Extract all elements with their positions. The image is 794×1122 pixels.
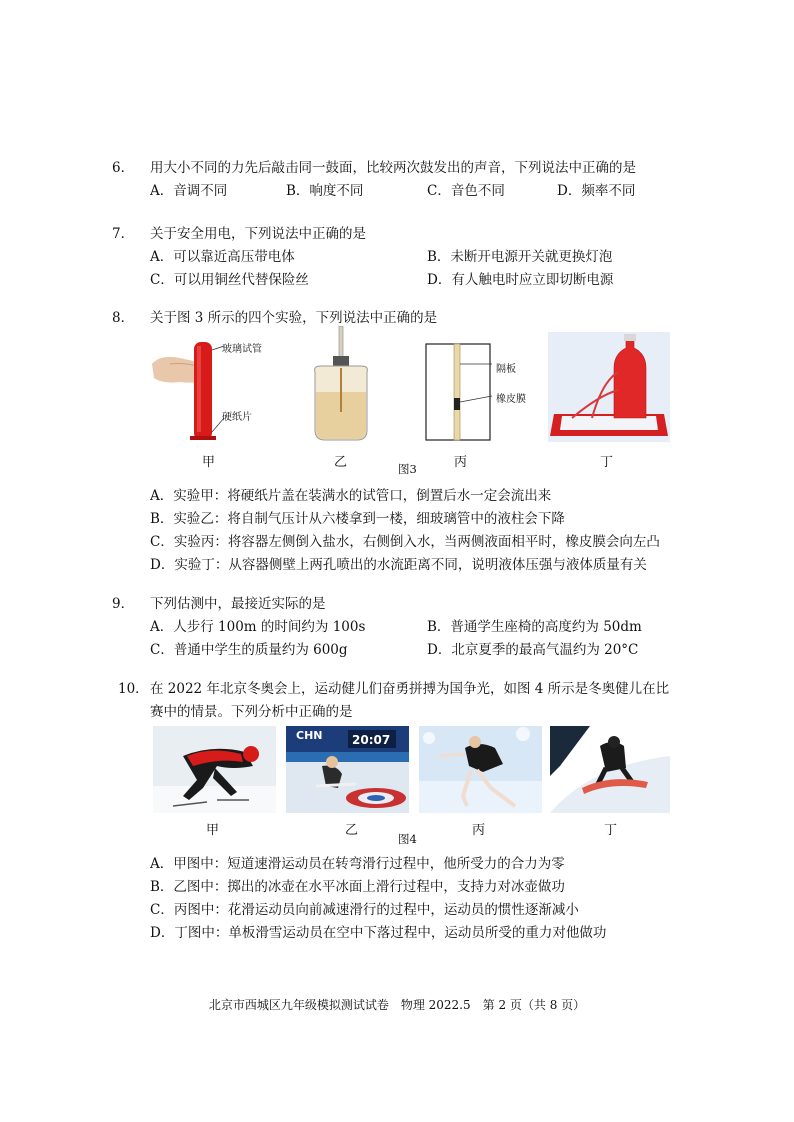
label-partition: 隔板	[496, 364, 516, 375]
figure-3-label-bing: 丙	[454, 455, 468, 470]
question-9-option-c: C．普通中学生的质量约为 600g	[150, 642, 348, 658]
question-6-option-a: A．音调不同	[150, 183, 228, 199]
question-7-option-b: B．未断开电源开关就更换灯泡	[427, 249, 613, 265]
question-7-option-a: A．可以靠近高压带电体	[150, 249, 295, 265]
question-9-option-a: A．人步行 100m 的时间约为 100s	[150, 619, 366, 635]
question-8-option-c: C．实验丙：将容器左侧倒入盐水，右侧倒入水，当两侧液面相平时，橡皮膜会向左凸	[150, 534, 660, 550]
question-10-number: 10．	[118, 681, 149, 697]
question-9-number: 9．	[112, 596, 135, 612]
scoreboard-team: CHN	[296, 729, 323, 742]
figure-3-label-yi: 乙	[334, 455, 348, 470]
label-glass-tube: 玻璃试管	[222, 344, 262, 355]
figure-4-label-yi: 乙	[345, 823, 359, 838]
question-8-option-d: D．实验丁：从容器侧壁上两孔喷出的水流距离不同，说明液体压强与液体质量有关	[150, 557, 647, 573]
figure-4-ding-image	[550, 726, 670, 813]
figure-3-label-ding: 丁	[600, 455, 614, 470]
figure-3-caption: 图3	[398, 462, 417, 476]
question-8-option-a: A．实验甲：将硬纸片盖在装满水的试管口，倒置后水一定会流出来	[150, 488, 552, 504]
figure-4-caption: 图4	[398, 832, 417, 846]
question-7-option-d: D．有人触电时应立即切断电源	[427, 272, 614, 288]
question-8-option-b: B．实验乙：将自制气压计从六楼拿到一楼，细玻璃管中的液柱会下降	[150, 511, 565, 527]
figure-3-label-jia: 甲	[202, 455, 216, 470]
figure-3-yi-image	[305, 326, 377, 442]
question-7-option-c: C．可以用铜丝代替保险丝	[150, 272, 309, 288]
question-9-stem: 下列估测中，最接近实际的是	[150, 596, 326, 612]
question-7-stem: 关于安全用电，下列说法中正确的是	[150, 226, 366, 242]
figure-4-bing-image	[419, 726, 542, 813]
question-6-option-c: C．音色不同	[427, 183, 505, 199]
figure-3-ding-image	[548, 332, 670, 442]
question-10-option-a: A．甲图中：短道速滑运动员在转弯滑行过程中，他所受力的合力为零	[150, 856, 565, 872]
question-10-option-d: D．丁图中：单板滑雪运动员在空中下落过程中，运动员所受的重力对他做功	[150, 925, 607, 941]
question-6-number: 6．	[112, 160, 135, 176]
question-10-stem-line2: 赛中的情景。下列分析中正确的是	[150, 704, 353, 720]
scoreboard-time: 20:07	[352, 733, 391, 747]
figure-4-label-jia: 甲	[206, 823, 220, 838]
question-10-option-b: B．乙图中：掷出的冰壶在水平冰面上滑行过程中，支持力对冰壶做功	[150, 879, 565, 895]
question-9-option-d: D．北京夏季的最高气温约为 20°C	[427, 642, 639, 658]
question-7-number: 7．	[112, 226, 135, 242]
question-10-option-c: C．丙图中：花滑运动员向前减速滑行的过程中，运动员的惯性逐渐减小	[150, 902, 579, 918]
question-9-option-b: B．普通学生座椅的高度约为 50dm	[427, 619, 642, 635]
label-cardboard: 硬纸片	[222, 412, 252, 423]
question-10-stem-line1: 在 2022 年北京冬奥会上，运动健儿们奋勇拼搏为国争光，如图 4 所示是冬奥健儿在比	[150, 681, 670, 697]
question-8-stem: 关于图 3 所示的四个实验，下列说法中正确的是	[150, 310, 438, 326]
figure-4-label-bing: 丙	[472, 823, 486, 838]
figure-3-bing-image	[424, 342, 544, 442]
figure-4-label-ding: 丁	[604, 823, 618, 838]
label-rubber-membrane: 橡皮膜	[496, 394, 526, 405]
figure-4-jia-image	[153, 726, 276, 813]
page-footer: 北京市西城区九年级模拟测试试卷 物理 2022.5 第 2 页（共 8 页）	[208, 998, 586, 1012]
question-6-option-d: D．频率不同	[557, 183, 636, 199]
question-6-stem: 用大小不同的力先后敲击同一鼓面，比较两次鼓发出的声音，下列说法中正确的是	[150, 160, 636, 176]
question-8-number: 8．	[112, 310, 135, 326]
question-6-option-b: B．响度不同	[286, 183, 364, 199]
